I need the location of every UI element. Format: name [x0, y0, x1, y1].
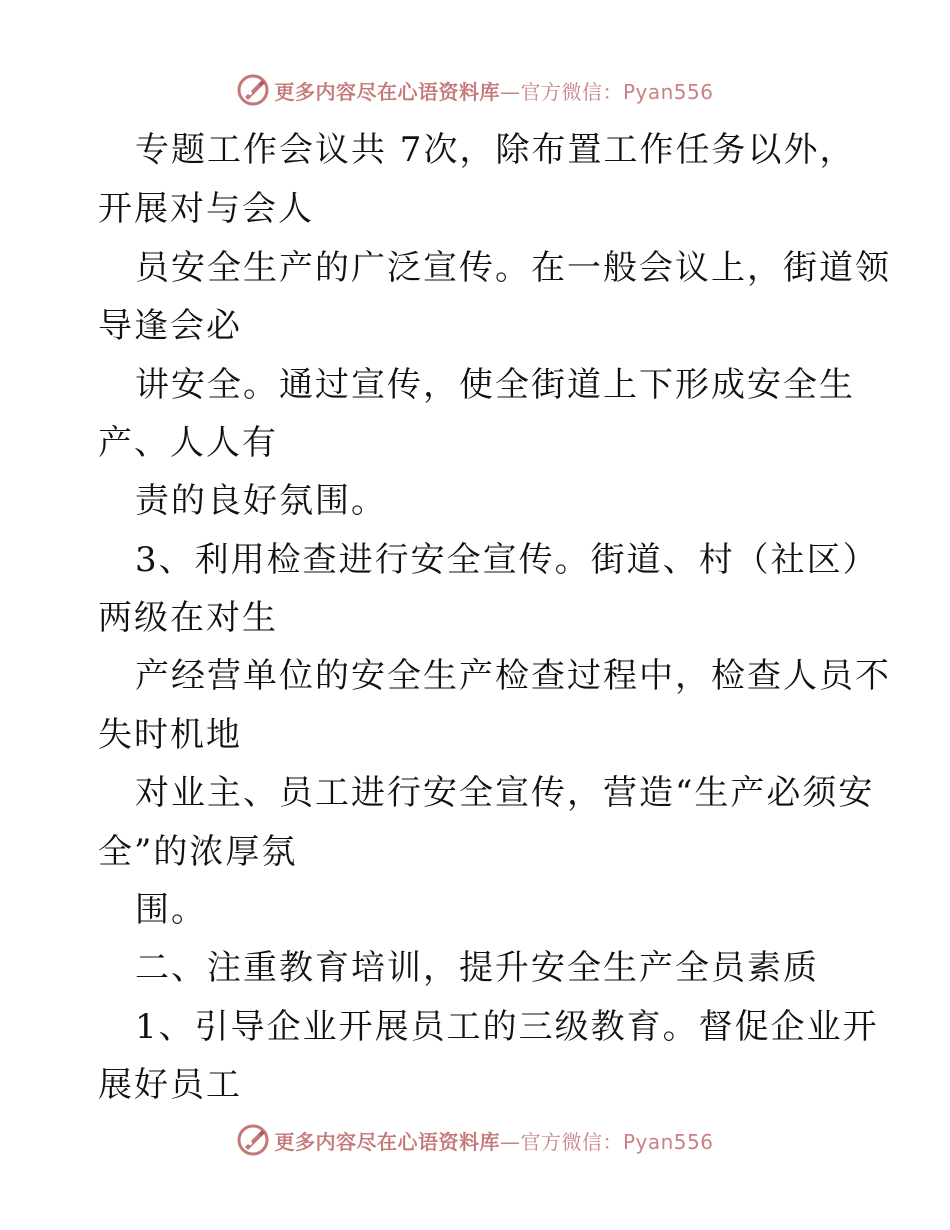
paragraph-line: 责的良好氛围。 — [135, 481, 387, 521]
watermark-contact-text: 官方微信：Pyan556 — [520, 79, 714, 104]
paragraph-line: 1、引导企业开展员工的三级教育。督促企业开 — [135, 1007, 879, 1047]
watermark-contact-text: 官方微信：Pyan556 — [520, 1129, 714, 1154]
watermark-text — [274, 1126, 713, 1155]
paragraph-line: 员安全生产的广泛宣传。在一般会议上，街道领 — [135, 248, 891, 288]
paragraph-line: 对业主、员工进行安全宣传，营造“生产必须安 — [135, 773, 875, 813]
paragraph-line: 产、人人有 — [98, 423, 278, 463]
footer-watermark — [0, 1122, 950, 1158]
paragraph-line: 全”的浓厚氛 — [98, 832, 298, 872]
pen-logo-icon — [236, 73, 270, 107]
paragraph-line: 开展对与会人 — [98, 189, 314, 229]
watermark-main-text: 更多内容尽在心语资料库 — [274, 1129, 500, 1154]
watermark-main-text: 更多内容尽在心语资料库 — [274, 79, 500, 104]
paragraph-line: 两级在对生 — [98, 598, 278, 638]
section-heading: 二、注重教育培训，提升安全生产全员素质 — [135, 948, 819, 988]
paragraph-line: 围。 — [135, 890, 207, 930]
watermark-dash: — — [499, 1129, 521, 1154]
paragraph-line: 专题工作会议共 7次，除布置工作任务以外， — [135, 130, 856, 170]
watermark-text — [274, 76, 713, 105]
paragraph-line: 产经营单位的安全生产检查过程中，检查人员不 — [135, 656, 891, 696]
pen-logo-icon — [236, 1123, 270, 1157]
watermark-dash: — — [499, 79, 521, 104]
paragraph-line: 展好员工 — [98, 1065, 242, 1105]
paragraph-line: 失时机地 — [98, 715, 242, 755]
header-watermark — [0, 72, 950, 108]
paragraph-line: 讲安全。通过宣传，使全街道上下形成安全生 — [135, 365, 855, 405]
paragraph-line: 3、利用检查进行安全宣传。街道、村（社区） — [135, 540, 879, 580]
paragraph-line: 导逢会必 — [98, 306, 242, 346]
